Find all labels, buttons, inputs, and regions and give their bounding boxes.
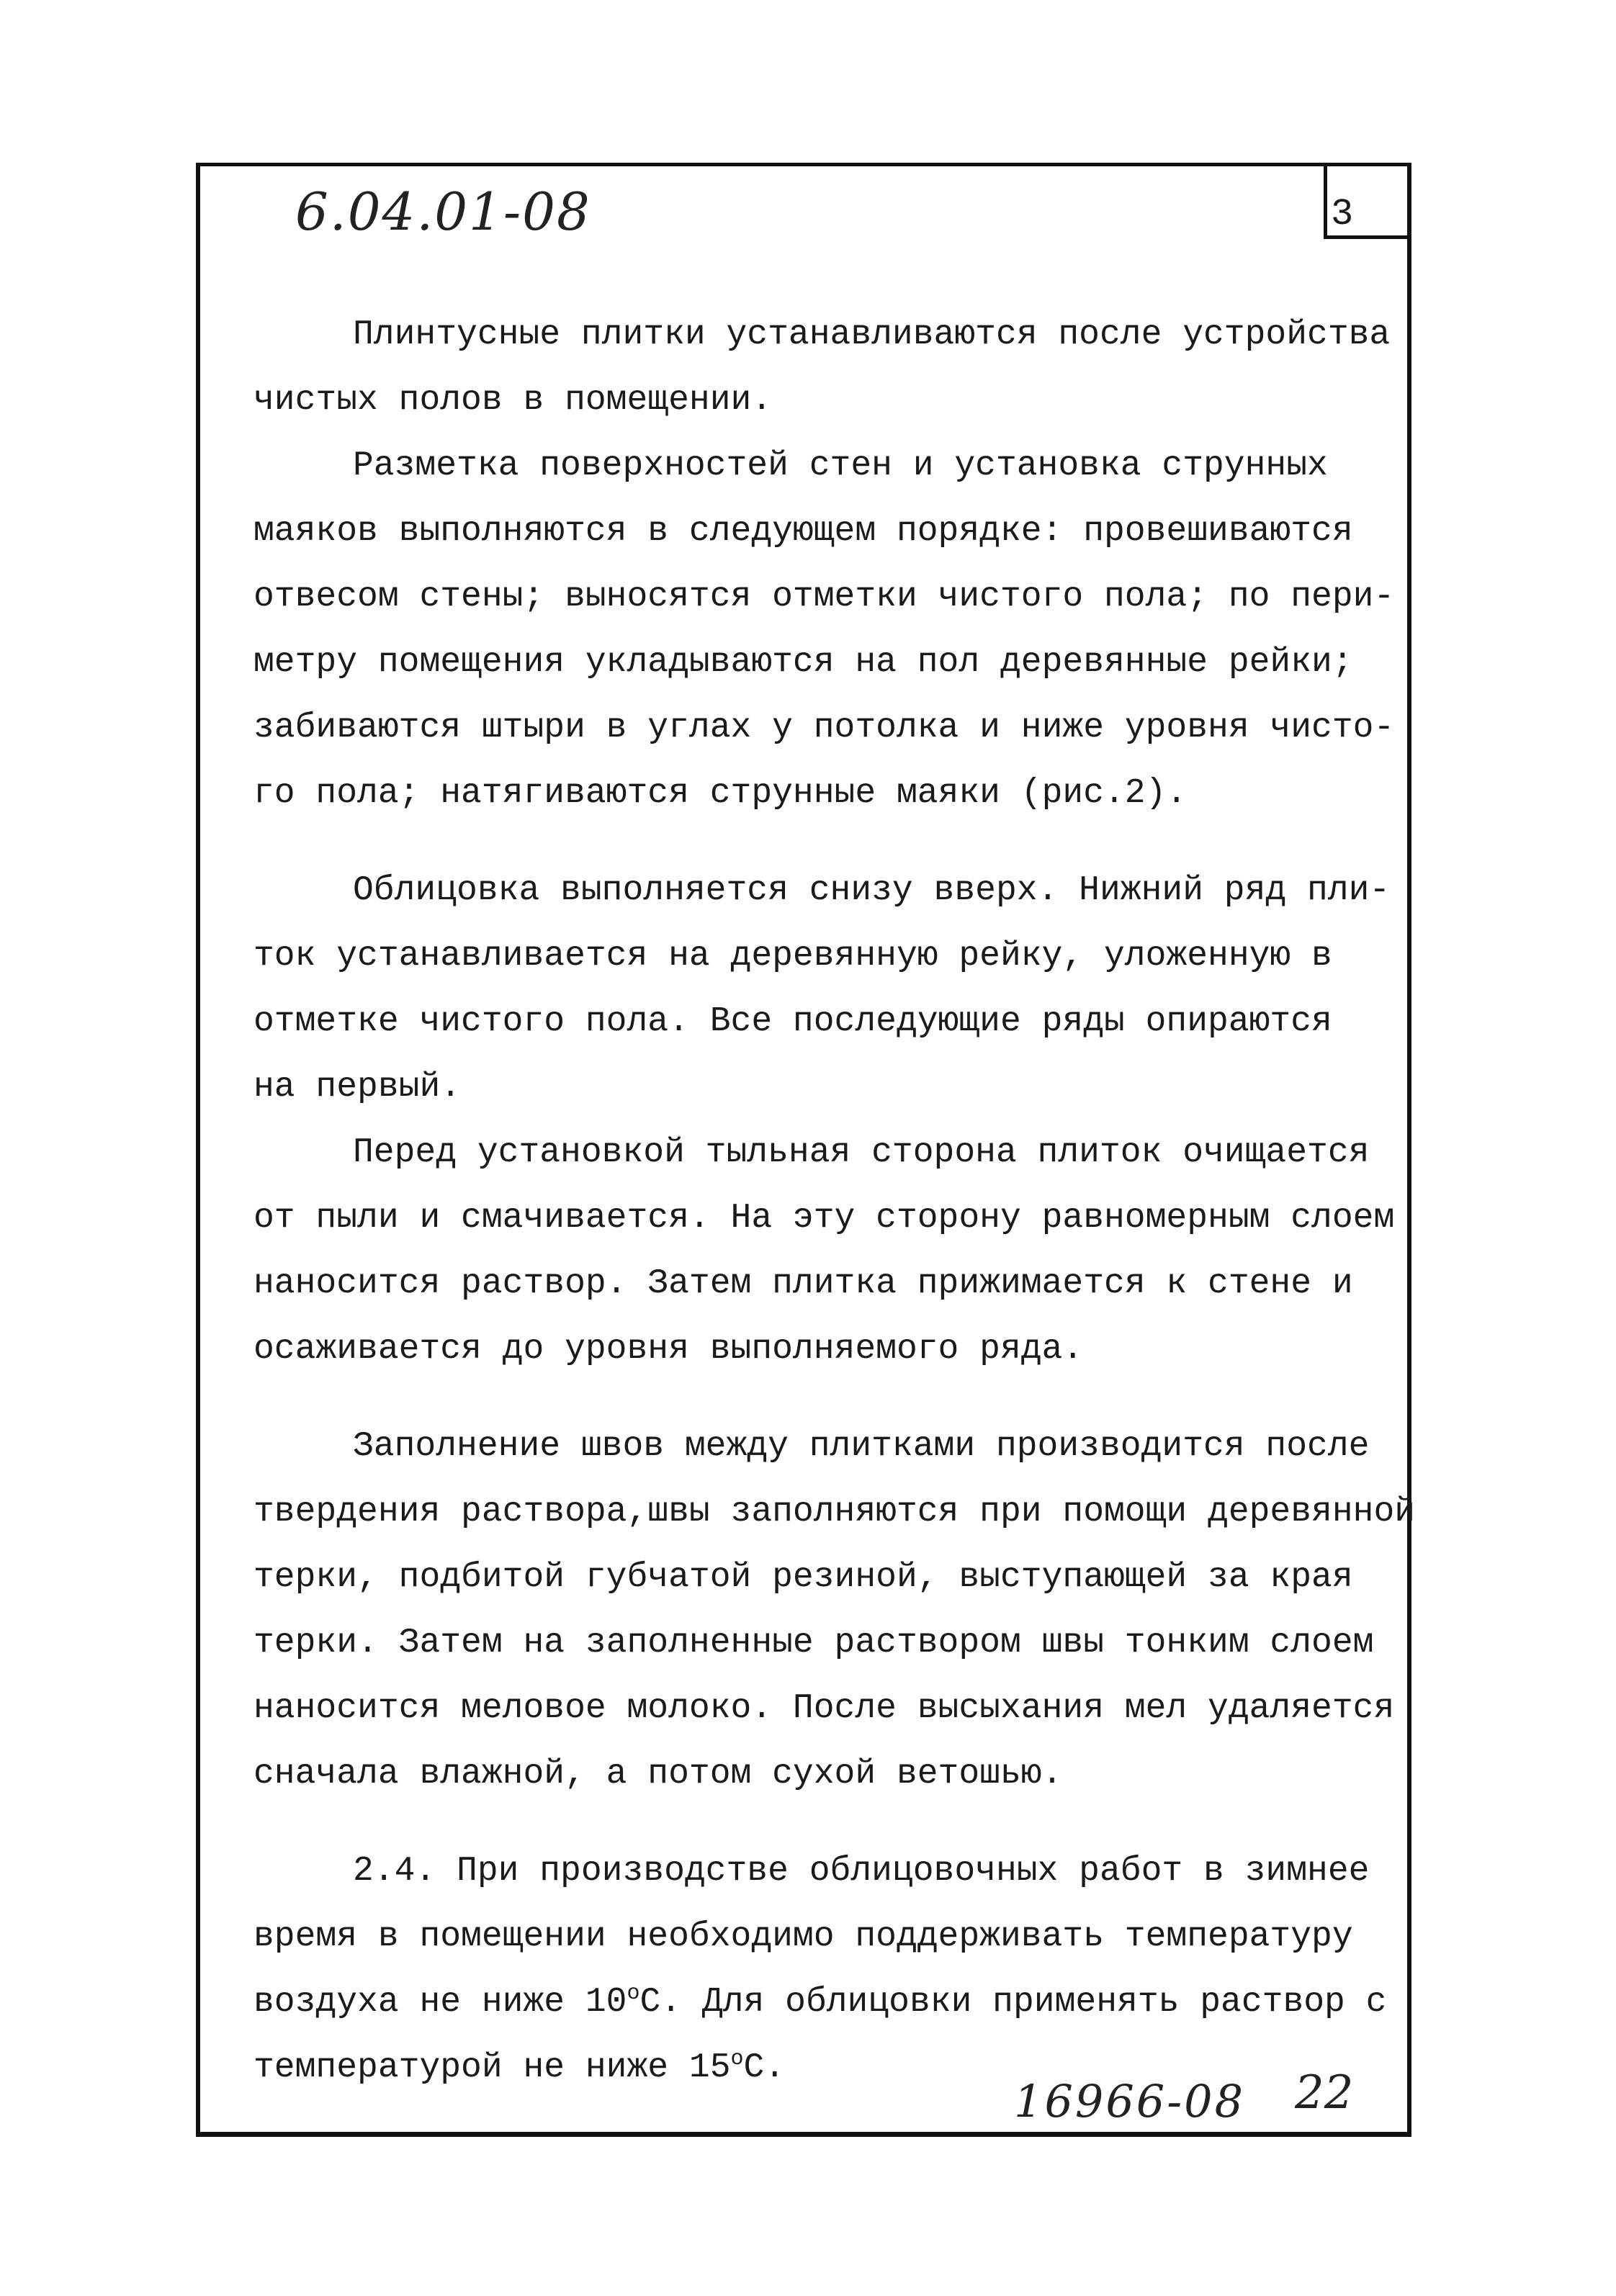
text-line: метру помещения укладываются на пол деревянные рейки; [253,643,1353,682]
text-line: Заполнение швов между плитками производится после [353,1427,1370,1466]
text-line: забиваются штыри в углах у потолка и ниже уровня чисто- [253,708,1395,747]
text-line: температурой не ниже 15$^o$С. [253,2047,786,2087]
sheet-code: 16966-08 [1014,2075,1246,2128]
text-line: Плинтусные плитки устанавливаются после устройства [353,315,1391,354]
text-line: Перед установкой тыльная сторона плиток очищается [353,1133,1370,1172]
text-line: от пыли и смачивается. На эту сторону равномерным слоем [253,1199,1395,1238]
text-line: ток устанавливается на деревянную рейку, уложенную в [253,937,1332,976]
text-line: время в помещении необходимо поддерживать температуру [253,1917,1353,1956]
text-line: го пола; натягиваются струнные маяки (рис.2). [253,774,1188,813]
text-line: наносится меловое молоко. После высыхания мел удаляется [253,1689,1395,1728]
text-line: отметке чистого пола. Все последующие ряды опираются [253,1002,1332,1041]
page-number: 3 [1331,193,1354,235]
text-line: 2.4. При производстве облицовочных работ в зимнее [353,1852,1370,1891]
text-line: сначала влажной, а потом сухой ветошью. [253,1755,1063,1793]
text-line: Облицовка выполняется снизу вверх. Нижний ряд пли- [353,871,1391,910]
text-line: на первый. [253,1068,462,1107]
text-line: твердения раствора,швы заполняются при помощи деревянной [253,1493,1416,1531]
document-code: 6.04.01-08 [295,181,591,242]
body-text [253,302,1416,2101]
text-line: воздуха не ниже 10$^o$С. Для облицовки применять раствор с [253,1981,1387,2022]
text-line: терки. Затем на заполненные раствором швы тонким слоем [253,1624,1374,1662]
text-line: Разметка поверхностей стен и установка струнных [353,446,1328,485]
text-line: чистых полов в помещении. [253,381,773,420]
sheet-page-number: 22 [1295,2066,1354,2120]
text-line: осаживается до уровня выполняемого ряда. [253,1330,1084,1369]
text-line: маяков выполняются в следующем порядке: провешиваются [253,512,1353,551]
text-line: наносится раствор. Затем плитка прижимается к стене и [253,1264,1353,1303]
text-line: терки, подбитой губчатой резиной, выступающей за края [253,1558,1353,1597]
text-line: отвесом стены; выносятся отметки чистого пола; по пери- [253,577,1395,616]
